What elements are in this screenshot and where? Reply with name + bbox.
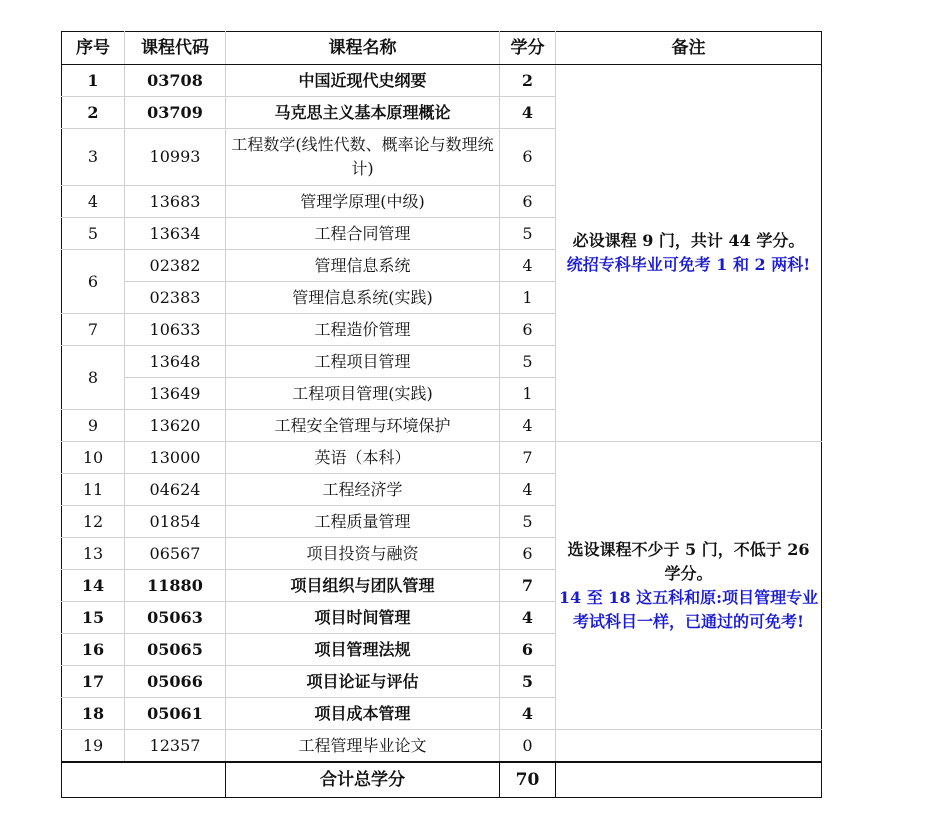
row-no: 2 xyxy=(62,97,125,129)
row-no: 19 xyxy=(62,730,125,763)
row-name: 项目时间管理 xyxy=(226,602,500,634)
row-name: 马克思主义基本原理概论 xyxy=(226,97,500,129)
row-credit: 6 xyxy=(500,129,556,186)
elective-note-exemption: 14 至 18 这五科和原:项目管理专业考试科目一样，已通过的可免考! xyxy=(558,587,819,631)
row-no: 18 xyxy=(62,698,125,730)
elective-note xyxy=(556,442,822,730)
row-credit: 7 xyxy=(500,442,556,474)
row-credit: 1 xyxy=(500,378,556,410)
row-code: 13634 xyxy=(125,218,226,250)
total-label: 合计总学分 xyxy=(226,762,500,798)
row-code: 05061 xyxy=(125,698,226,730)
row-name: 工程合同管理 xyxy=(226,218,500,250)
row-credit: 0 xyxy=(500,730,556,763)
row-name: 管理信息系统(实践) xyxy=(226,282,500,314)
row-credit: 6 xyxy=(500,634,556,666)
total-row xyxy=(62,762,822,798)
header-name: 课程名称 xyxy=(226,32,500,65)
row-code: 03709 xyxy=(125,97,226,129)
row-code: 06567 xyxy=(125,538,226,570)
row-credit: 6 xyxy=(500,186,556,218)
row-no: 16 xyxy=(62,634,125,666)
row-code: 13648 xyxy=(125,346,226,378)
required-note xyxy=(556,65,822,442)
total-note-cell xyxy=(556,762,822,798)
required-note-exemption: 统招专科毕业可免考 1 和 2 两科! xyxy=(566,255,811,274)
table-row xyxy=(62,730,822,763)
row-code: 13683 xyxy=(125,186,226,218)
row-code: 04624 xyxy=(125,474,226,506)
row-credit: 1 xyxy=(500,282,556,314)
row-credit: 5 xyxy=(500,506,556,538)
row-code: 10993 xyxy=(125,129,226,186)
row-no: 15 xyxy=(62,602,125,634)
row-no: 13 xyxy=(62,538,125,570)
header-no: 序号 xyxy=(62,32,125,65)
row-code: 13000 xyxy=(125,442,226,474)
row-no: 3 xyxy=(62,129,125,186)
row-credit: 2 xyxy=(500,65,556,97)
row-no: 10 xyxy=(62,442,125,474)
row-name: 中国近现代史纲要 xyxy=(226,65,500,97)
table-row xyxy=(62,65,822,97)
row-code: 10633 xyxy=(125,314,226,346)
row-no: 14 xyxy=(62,570,125,602)
course-table xyxy=(61,31,822,798)
row-no: 17 xyxy=(62,666,125,698)
row-no: 5 xyxy=(62,218,125,250)
row-credit: 4 xyxy=(500,698,556,730)
row-code: 11880 xyxy=(125,570,226,602)
row-name: 项目组织与团队管理 xyxy=(226,570,500,602)
row-code: 05065 xyxy=(125,634,226,666)
header-note: 备注 xyxy=(556,32,822,65)
header-credit: 学分 xyxy=(500,32,556,65)
total-empty-cell xyxy=(62,762,226,798)
row-credit: 6 xyxy=(500,538,556,570)
row-no: 6 xyxy=(62,250,125,314)
row-name: 工程安全管理与环境保护 xyxy=(226,410,500,442)
row-name: 项目投资与融资 xyxy=(226,538,500,570)
row-name: 工程管理毕业论文 xyxy=(226,730,500,763)
elective-note-summary: 选设课程不少于 5 门，不低于 26 学分。 xyxy=(567,539,810,583)
header-code: 课程代码 xyxy=(125,32,226,65)
required-note-summary: 必设课程 9 门，共计 44 学分。 xyxy=(572,231,805,250)
row-name: 工程质量管理 xyxy=(226,506,500,538)
row-code: 01854 xyxy=(125,506,226,538)
row-credit: 7 xyxy=(500,570,556,602)
row-code: 03708 xyxy=(125,65,226,97)
row-code: 12357 xyxy=(125,730,226,763)
row-credit: 4 xyxy=(500,410,556,442)
row-no: 4 xyxy=(62,186,125,218)
row-name: 管理信息系统 xyxy=(226,250,500,282)
row-name: 工程数学(线性代数、概率论与数理统计) xyxy=(226,129,500,186)
row-name: 工程经济学 xyxy=(226,474,500,506)
row-code: 13620 xyxy=(125,410,226,442)
row-no: 7 xyxy=(62,314,125,346)
row-code: 02383 xyxy=(125,282,226,314)
row-name: 项目管理法规 xyxy=(226,634,500,666)
row-code: 13649 xyxy=(125,378,226,410)
row-credit: 5 xyxy=(500,666,556,698)
row-credit: 5 xyxy=(500,346,556,378)
row-credit: 5 xyxy=(500,218,556,250)
empty-note-cell xyxy=(556,730,822,763)
row-name: 项目论证与评估 xyxy=(226,666,500,698)
total-value: 70 xyxy=(500,762,556,798)
row-code: 05063 xyxy=(125,602,226,634)
row-no: 9 xyxy=(62,410,125,442)
row-no: 1 xyxy=(62,65,125,97)
header-row xyxy=(62,32,822,65)
row-name: 英语（本科） xyxy=(226,442,500,474)
row-credit: 6 xyxy=(500,314,556,346)
row-credit: 4 xyxy=(500,97,556,129)
row-no: 11 xyxy=(62,474,125,506)
row-name: 工程造价管理 xyxy=(226,314,500,346)
row-name: 项目成本管理 xyxy=(226,698,500,730)
row-name: 工程项目管理(实践) xyxy=(226,378,500,410)
table-row xyxy=(62,442,822,474)
row-code: 02382 xyxy=(125,250,226,282)
row-name: 管理学原理(中级) xyxy=(226,186,500,218)
row-name: 工程项目管理 xyxy=(226,346,500,378)
row-credit: 4 xyxy=(500,250,556,282)
row-credit: 4 xyxy=(500,474,556,506)
row-code: 05066 xyxy=(125,666,226,698)
row-no: 12 xyxy=(62,506,125,538)
row-no: 8 xyxy=(62,346,125,410)
row-credit: 4 xyxy=(500,602,556,634)
